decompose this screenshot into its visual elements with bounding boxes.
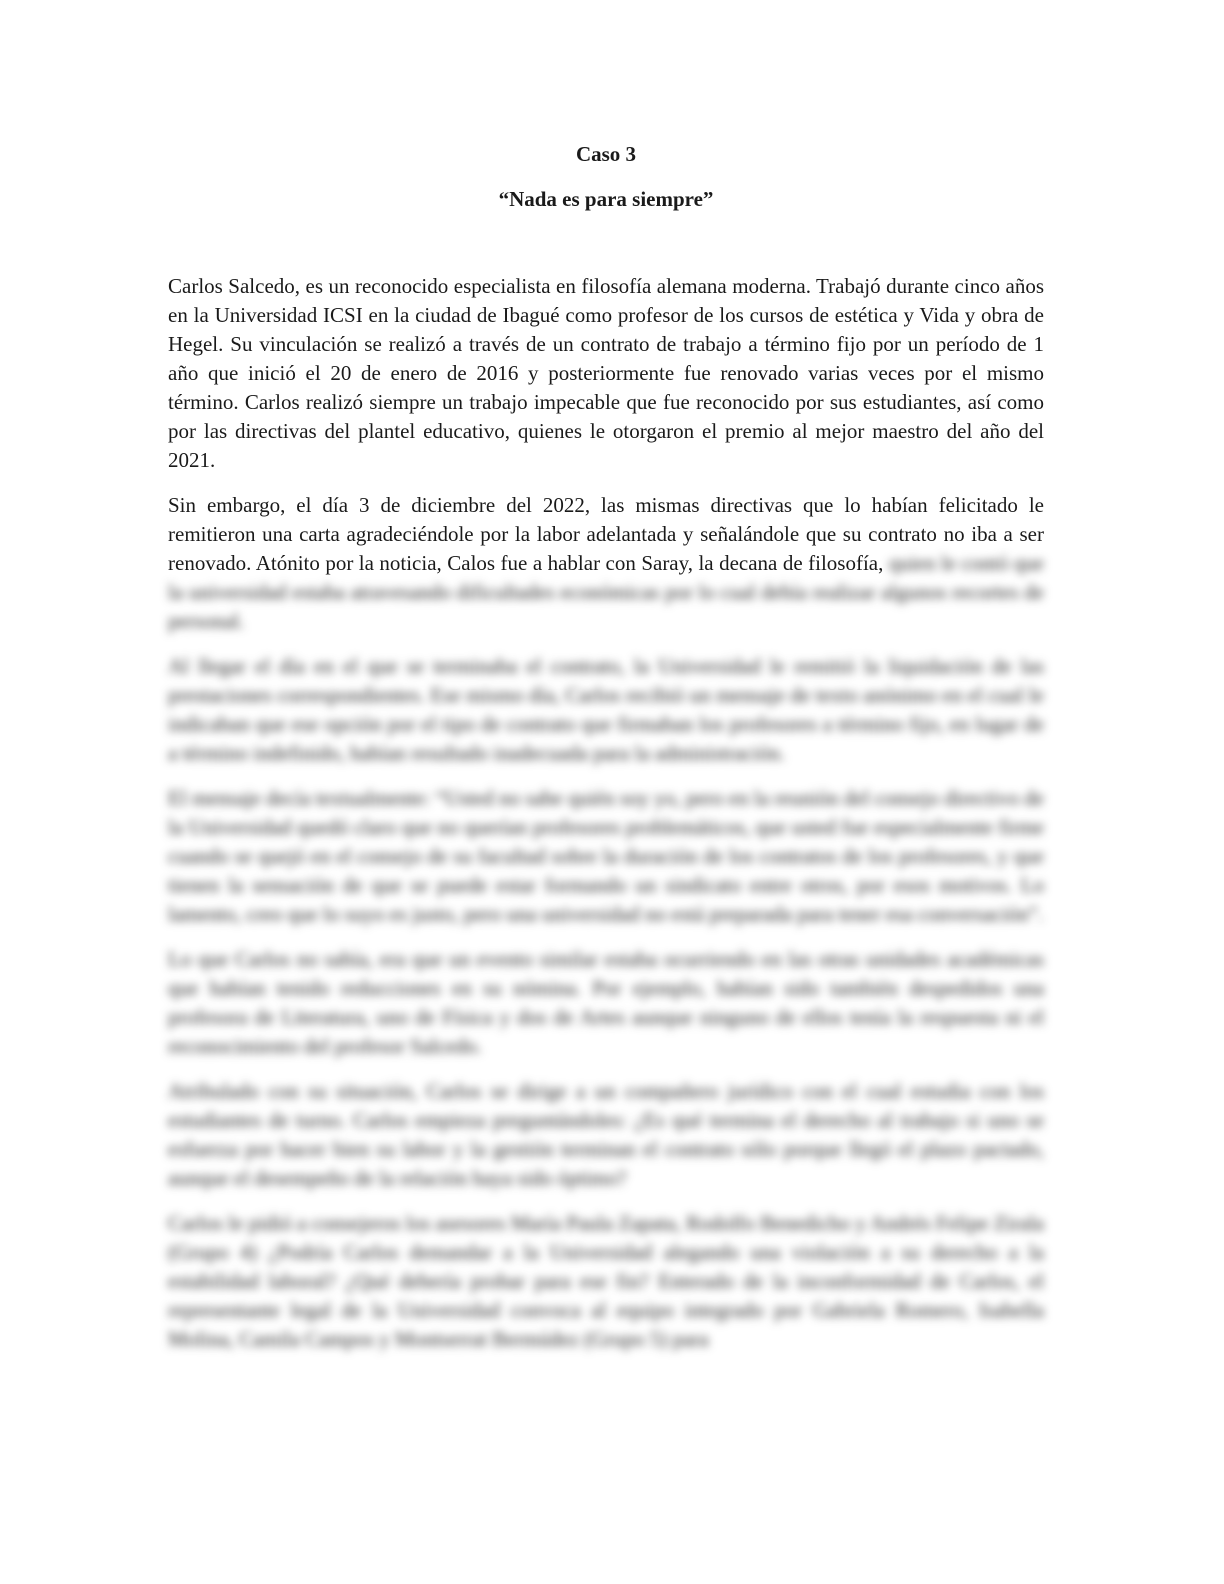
blurred-paragraph-4: Atribulado con su situación, Carlos se dirige a un compañero jurídico con el cual estudia con los estudiantes de turno. Carlos empieza preguntándoles: ¿Es qué termina el derecho al trabajo si uno se esfuerza por hacer bien su labor y la gestión terminan el contrato sólo porque llegó el plazo pactado, aunque el desempeño de la relación haya sido óptimo? bbox=[168, 1079, 1044, 1191]
blurred-paragraph-2: El mensaje decía textualmente: “Usted no sabe quién soy yo, pero en la reunión del consejo directivo de la Universidad quedó claro que no querían profesores problemáticos, que usted fue especialmente firme cuando se quejó en el consejo de su facultad sobre la duración de los contratos de los profesores, y que tienen la sensación de que se puede estar formando un sindicato entre otros, por esos motivos. Lo lamento, creo que lo suyo es justo, pero una universidad no está preparada para tener esa conversación”. bbox=[168, 786, 1044, 927]
blurred-paragraph-3: Lo que Carlos no sabía, era que un evento similar estaba ocurriendo en las otras unidades académicas que habían tenido reducciones en su nómina. Por ejemplo, habían sido también despedidos una profesora de Literatura, uno de Física y dos de Artes aunque ninguno de ellos tenía la respuesta ni el reconocimiento del profesor Salcedo. bbox=[168, 947, 1044, 1059]
document-title: Caso 3 bbox=[575, 142, 637, 166]
paragraph-2-visible-text: Sin embargo, el día 3 de diciembre del 2022, las mismas directivas que lo habían felicitado le remitieron una carta agradeciéndole por la labor adelantada y señalándole que su contrato no iba a ser renovado. Atónito por la noticia, Calos fue a hablar con Saray, la decana de filosofía, bbox=[168, 493, 1044, 576]
document-subtitle: “Nada es para siempre” bbox=[498, 187, 714, 212]
paragraph-2 bbox=[168, 491, 1044, 636]
document-page bbox=[168, 132, 1044, 1370]
blurred-paragraph-5: Carlos le pidió a consejeros los asesores María Paula Zapata, Rodolfo Benedicho y Andrés Felipe Zirala (Grupo 4) ¿Podría Carlos demandar a la Universidad alegando una violación a su derecho a la estabilidad laboral? ¿Qué debería probar para ese fin? Enterado de la inconformidad de Carlos, el representante legal de la Universidad convoca al equipo integrado por Gabriela Romero, Isabella Molina, Camila Campos y Montserrat Bermúdez (Grupo 5) para bbox=[168, 1211, 1044, 1352]
document-body bbox=[168, 272, 1044, 1354]
blurred-paragraph-1: Al llegar el día en el que se terminaba el contrato, la Universidad le remitió la liquidación de las prestaciones correspondientes. Ese mismo día, Carlos recibió un mensaje de texto anónimo en el cual le indicaban que ese opción por el tipo de contrato que firmaban los profesores a término fijo, en lugar de a término indefinido, habían resultado inadecuada para la administración. bbox=[168, 654, 1044, 766]
paragraph-1: Carlos Salcedo, es un reconocido especialista en filosofía alemana moderna. Trabajó durante cinco años en la Universidad ICSI en la ciudad de Ibagué como profesor de los cursos de estética y Vida y obra de Hegel. Su vinculación se realizó a través de un contrato de trabajo a término fijo por un período de 1 año que inició el 20 de enero de 2016 y posteriormente fue renovado varias veces por el mismo término. Carlos realizó siempre un trabajo impecable que fue reconocido por sus estudiantes, así como por las directivas del plantel educativo, quienes le otorgaron el premio al mejor maestro del año del 2021. bbox=[168, 274, 1044, 473]
paragraph-2-blurred-text: quien le contó que la universidad estaba atravesando dificultades económicas por lo cual debía realizar algunos recortes de personal. bbox=[168, 551, 1045, 634]
